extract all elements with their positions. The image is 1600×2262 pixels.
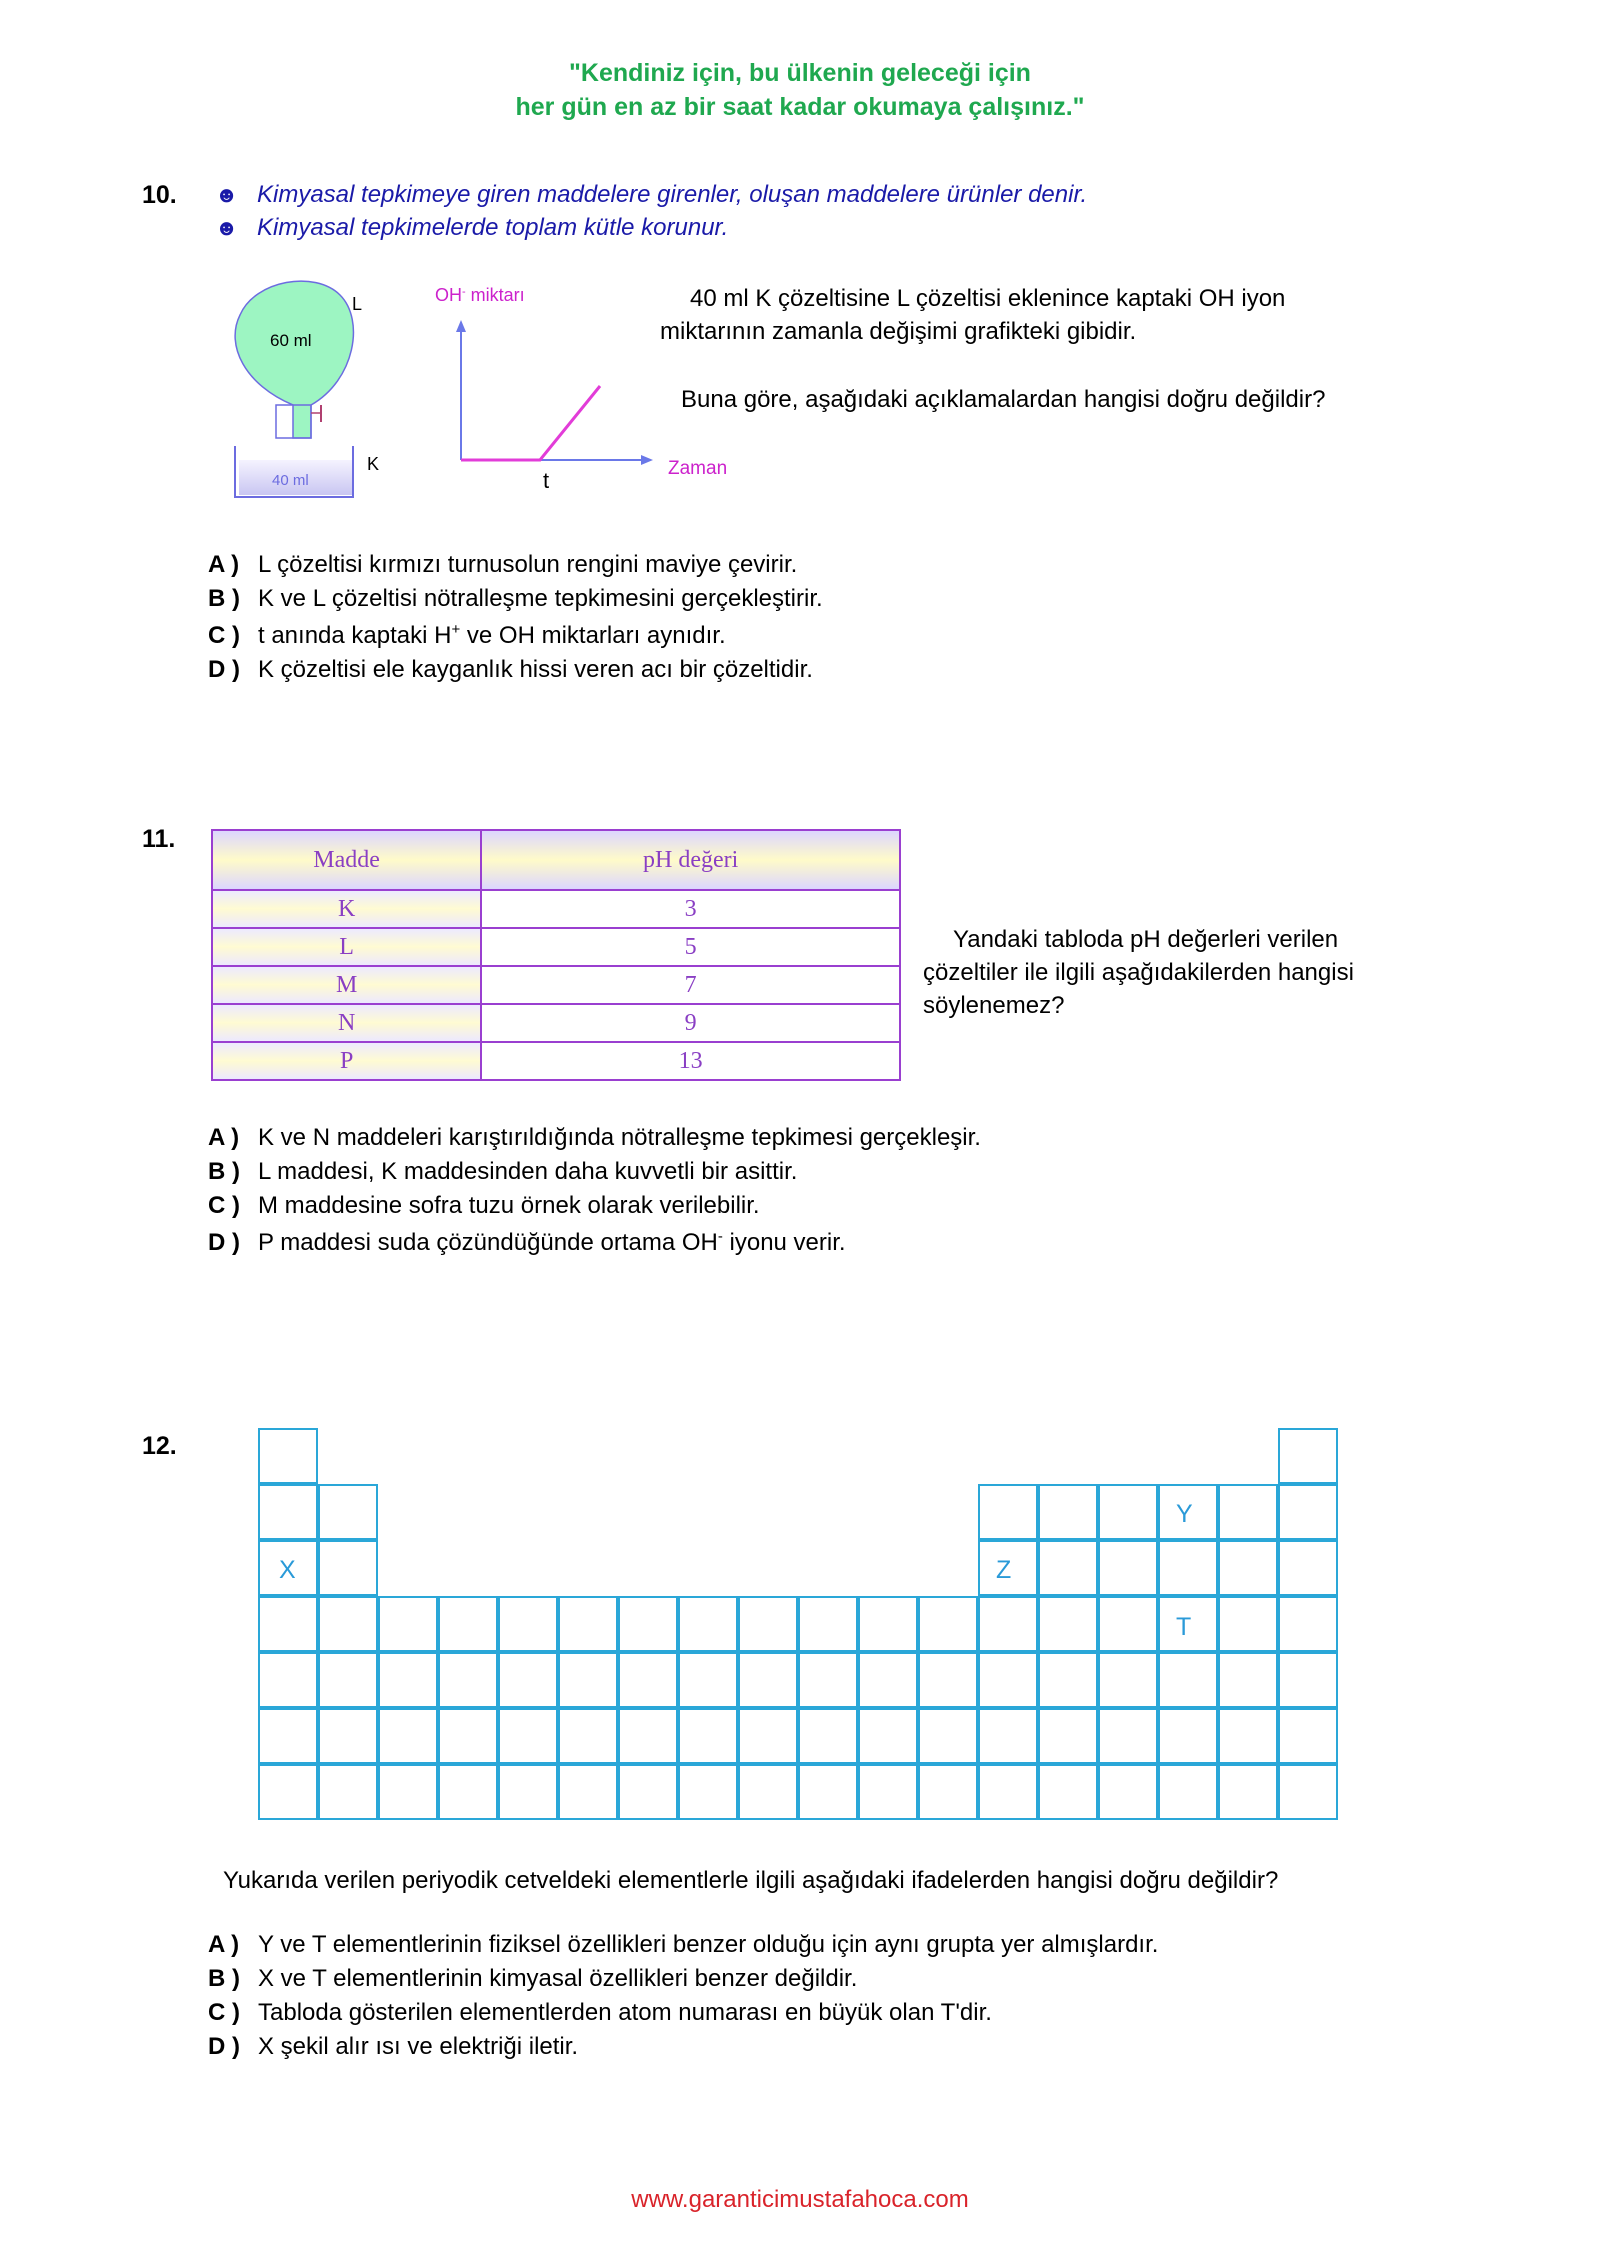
periodic-table-cell [858,1708,918,1764]
q10-graph [456,320,653,465]
q11-stem-line-3: söylenemez? [923,992,1065,1019]
q10-bullet-1-text: Kimyasal tepkimeye giren maddelere girenler, oluşan maddelere ürünler denir. [257,181,1088,208]
option-letter: A ) [208,1124,240,1151]
table-cell-ph: 9 [481,1004,900,1042]
q11-option-b[interactable] [208,1158,797,1192]
q10-stem-line-1: 40 ml K çözeltisine L çözeltisi eklenince kaptaki OH iyon [690,285,1286,312]
periodic-table-cell [1098,1596,1158,1652]
q10-question: Buna göre, aşağıdaki açıklamalardan hangisi doğru değildir? [681,386,1326,413]
q10-option-b[interactable] [208,585,823,619]
table-row [212,1004,900,1042]
periodic-table-cell [1278,1428,1338,1484]
option-letter: D ) [208,656,240,683]
periodic-table-cell [1158,1764,1218,1820]
element-label-x: X [279,1556,296,1584]
periodic-table-cell [318,1708,378,1764]
table-cell-ph: 7 [481,966,900,1004]
periodic-table-cell [258,1708,318,1764]
option-superscript: + [451,621,461,638]
periodic-table-cell [1158,1540,1218,1596]
smiley-icon: ☻ [215,182,239,207]
periodic-table-cell [1038,1540,1098,1596]
periodic-table-cell [1218,1484,1278,1540]
periodic-table-cell [558,1652,618,1708]
element-label-z: Z [996,1556,1012,1584]
option-text: Tabloda gösterilen elementlerden atom numarası en büyük olan T'dir. [258,1999,992,2026]
periodic-table-cell [1158,1708,1218,1764]
option-letter: C ) [208,1192,240,1219]
footer-url: www.garanticimustafahoca.com [631,2186,969,2213]
periodic-table-cell [558,1708,618,1764]
graph-y-axis-label-rest: miktarı [465,285,525,305]
option-letter: A ) [208,551,240,578]
periodic-table-cell [1218,1596,1278,1652]
option-text-before: t anında kaptaki H [258,622,452,649]
option-text: X şekil alır ısı ve elektriği iletir. [258,2033,579,2060]
table-row [212,1042,900,1080]
periodic-table-cell [798,1708,858,1764]
option-text: Y ve T elementlerinin fiziksel özellikleri benzer olduğu için aynı grupta yer almışlardır. [258,1931,1159,1958]
periodic-table-cell [918,1708,978,1764]
periodic-table-cell [678,1596,738,1652]
question-11-number: 11. [142,825,176,853]
periodic-table-cell [438,1708,498,1764]
periodic-table-cell [318,1596,378,1652]
periodic-table-cell [858,1596,918,1652]
q10-option-a[interactable] [208,551,797,585]
q10-bullet-2 [215,214,728,242]
periodic-table-cell [678,1708,738,1764]
periodic-table-cell [1098,1540,1158,1596]
periodic-table-cell [858,1652,918,1708]
periodic-table-cell [1278,1484,1338,1540]
periodic-table-cell [1098,1484,1158,1540]
option-text: L maddesi, K maddesinden daha kuvvetli bir asittir. [258,1158,798,1185]
ph-table [211,829,901,1081]
periodic-table-cell [378,1764,438,1820]
periodic-table-cell [1278,1708,1338,1764]
periodic-table-cell [738,1708,798,1764]
periodic-table-cell [1038,1596,1098,1652]
table-row [212,890,900,928]
ph-table-header-row [212,830,900,890]
periodic-table-cell [858,1764,918,1820]
q10-stem-line-2: miktarının zamanla değişimi grafikteki gibidir. [660,318,1137,345]
periodic-table-cell [978,1596,1038,1652]
periodic-table-cell [738,1764,798,1820]
flask-volume-label: 60 ml [270,331,312,350]
beaker-volume-label: 40 ml [272,472,309,489]
periodic-table-cell [798,1764,858,1820]
table-cell-ph: 3 [481,890,900,928]
option-text: K ve L çözeltisi nötralleşme tepkimesini gerçekleştirir. [258,585,823,612]
periodic-table-cell [1218,1540,1278,1596]
periodic-table-cell [378,1708,438,1764]
graph-y-axis-label [435,285,525,305]
question-10-number: 10. [142,181,177,209]
graph-y-axis-label-sup: - [462,286,466,298]
q12-option-c[interactable] [208,1999,992,2033]
q11-option-d[interactable] [208,1228,846,1262]
periodic-table-cell [978,1652,1038,1708]
q12-question: Yukarıda verilen periyodik cetveldeki elementlerle ilgili aşağıdaki ifadelerden hangisi doğru değildir? [223,1867,1279,1894]
periodic-table-cell [378,1652,438,1708]
q11-stem-line-2: çözeltiler ile ilgili aşağıdakilerden hangisi [923,959,1354,986]
option-text: X ve T elementlerinin kimyasal özellikleri benzer değildir. [258,1965,858,1992]
periodic-table-cell [378,1596,438,1652]
option-letter: C ) [208,1999,240,2026]
option-superscript: - [717,1228,723,1245]
motto-line-1: "Kendiniz için, bu ülkenin geleceği için [569,59,1031,87]
option-text-after: ve OH miktarları aynıdır. [460,622,726,649]
q11-stem [923,923,1354,1022]
option-letter: D ) [208,1229,240,1256]
periodic-table-cell [1038,1708,1098,1764]
table-cell-substance: K [212,890,481,928]
option-text: L çözeltisi kırmızı turnusolun rengini maviye çevirir. [258,551,798,578]
periodic-table-cell [618,1708,678,1764]
periodic-table-cell [498,1596,558,1652]
option-text: K ve N maddeleri karıştırıldığında nötralleşme tepkimesi gerçekleşir. [258,1124,981,1151]
periodic-table-cell [978,1484,1038,1540]
option-text: M maddesine sofra tuzu örnek olarak verilebilir. [258,1192,760,1219]
table-cell-substance: N [212,1004,481,1042]
ph-table-header-substance: Madde [212,830,481,890]
periodic-table-cell [438,1764,498,1820]
option-text-before: P maddesi suda çözündüğünde ortama OH [258,1229,718,1256]
q12-option-a[interactable] [208,1931,1158,1965]
periodic-table-cell [738,1652,798,1708]
q12-option-b[interactable] [208,1965,857,1999]
periodic-table-cell [918,1596,978,1652]
q10-stem [660,282,1285,348]
periodic-table-cell [1038,1484,1098,1540]
q11-stem-line-1: Yandaki tabloda pH değerleri verilen [953,926,1339,953]
periodic-table-cell [1098,1652,1158,1708]
q12-option-d[interactable] [208,2033,578,2067]
periodic-table-cell [1278,1596,1338,1652]
option-text-after: iyonu verir. [722,1229,846,1256]
table-cell-substance: L [212,928,481,966]
q10-option-c[interactable] [208,621,726,655]
periodic-table-cell [258,1428,318,1484]
periodic-table-cell [318,1764,378,1820]
periodic-table-cell [678,1652,738,1708]
periodic-table-cell [618,1652,678,1708]
flask-icon [235,281,353,438]
periodic-table-cell [1038,1652,1098,1708]
periodic-table-cell [1278,1540,1338,1596]
periodic-table-cell [1038,1764,1098,1820]
graph-tick-t: t [543,468,550,493]
question-12-number: 12. [142,1432,177,1460]
periodic-table-cell [258,1764,318,1820]
table-row [212,928,900,966]
graph-x-axis-label: Zaman [668,458,728,479]
periodic-table-cell [438,1596,498,1652]
periodic-table-cell [438,1652,498,1708]
q11-option-c[interactable] [208,1192,760,1226]
option-letter: A ) [208,1931,240,1958]
periodic-table-cell [618,1596,678,1652]
q10-option-d[interactable] [208,656,813,690]
table-row [212,966,900,1004]
element-label-y: Y [1176,1500,1193,1528]
periodic-table-cell [1098,1764,1158,1820]
periodic-table-cell [258,1652,318,1708]
element-label-t: T [1176,1613,1192,1641]
periodic-table-cell [1158,1652,1218,1708]
ph-table-header-ph: pH değeri [481,830,900,890]
table-cell-substance: M [212,966,481,1004]
periodic-table-cell [978,1764,1038,1820]
periodic-table-cell [798,1596,858,1652]
table-cell-ph: 13 [481,1042,900,1080]
periodic-table-cell [738,1596,798,1652]
option-text: K çözeltisi ele kayganlık hissi veren acı bir çözeltidir. [258,656,813,683]
periodic-table-cell [1098,1708,1158,1764]
periodic-table-cell [258,1484,318,1540]
graph-y-axis-label-main: OH [435,285,462,305]
periodic-table-cell [1218,1764,1278,1820]
periodic-table-cell [318,1652,378,1708]
periodic-table-cell [1218,1708,1278,1764]
periodic-table-cell [678,1764,738,1820]
smiley-icon: ☻ [215,215,239,240]
option-letter: C ) [208,622,240,649]
q10-bullet-1 [215,181,1087,209]
periodic-table-cell [1278,1652,1338,1708]
q10-bullet-2-text: Kimyasal tepkimelerde toplam kütle korunur. [257,214,729,241]
periodic-table-cell [978,1708,1038,1764]
periodic-table-cell [918,1764,978,1820]
option-letter: D ) [208,2033,240,2060]
periodic-table-cell [558,1596,618,1652]
periodic-table-cell [918,1652,978,1708]
option-letter: B ) [208,1158,240,1185]
periodic-table-cell [498,1652,558,1708]
periodic-table-cell [318,1540,378,1596]
flask-name-label: L [352,294,363,314]
periodic-table-cell [1218,1652,1278,1708]
periodic-table-cell [1278,1764,1338,1820]
option-letter: B ) [208,585,240,612]
periodic-table-cell [558,1764,618,1820]
periodic-table-cell [618,1764,678,1820]
motto-line-2: her gün en az bir saat kadar okumaya çalışınız." [515,93,1085,121]
periodic-table-cell [318,1484,378,1540]
table-cell-substance: P [212,1042,481,1080]
periodic-table-cell [498,1708,558,1764]
periodic-table-cell [498,1764,558,1820]
periodic-table-cell [798,1652,858,1708]
periodic-table-cell [258,1596,318,1652]
beaker-name-label: K [367,454,380,474]
option-letter: B ) [208,1965,240,1992]
q11-option-a[interactable] [208,1124,981,1158]
table-cell-ph: 5 [481,928,900,966]
